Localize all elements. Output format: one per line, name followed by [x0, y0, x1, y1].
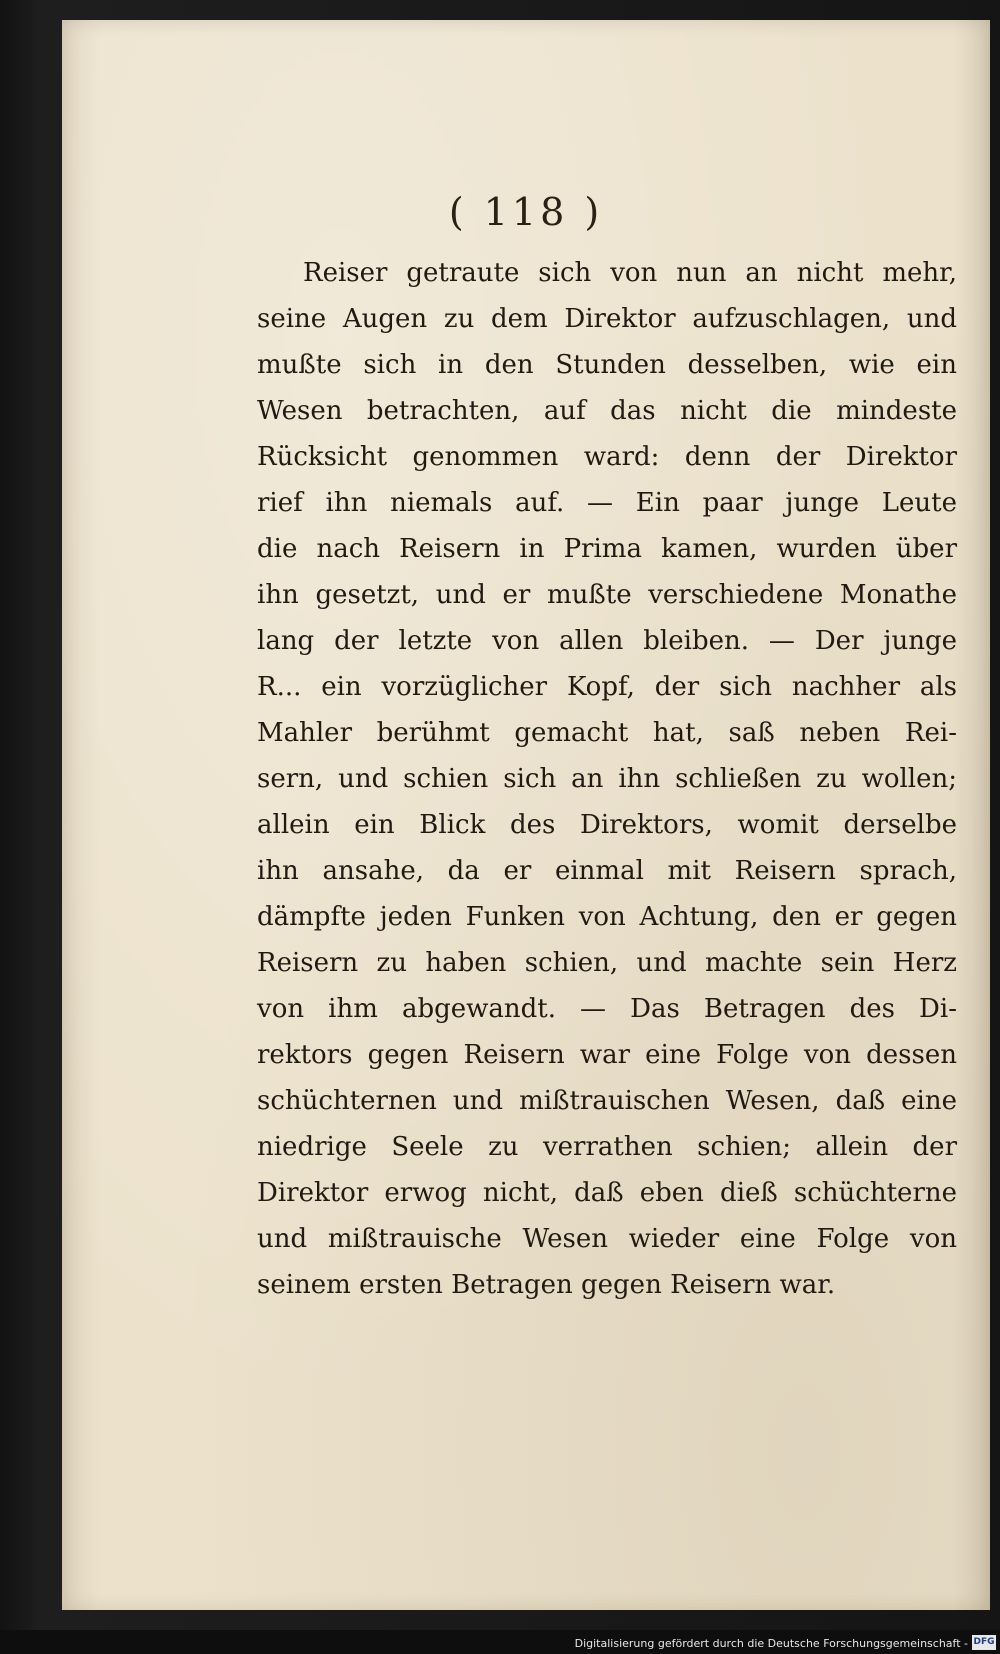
text-line: von ihm abgewandt. — Das Betragen des Di- [257, 994, 957, 1024]
text-line: die nach Reisern in Prima kamen, wurden über [257, 534, 957, 564]
body-text [257, 250, 957, 1308]
text-line: mußte sich in den Stunden desselben, wie ein [257, 350, 957, 380]
funding-credit: Digitalisierung gefördert durch die Deutsche Forschungsgemeinschaft - [574, 1637, 968, 1650]
page-number: ( 118 ) [448, 190, 604, 234]
text-line: allein ein Blick des Direktors, womit derselbe [257, 810, 957, 840]
text-line: dämpfte jeden Funken von Achtung, den er gegen [257, 902, 957, 932]
text-line: niedrige Seele zu verrathen schien; allein der [257, 1132, 957, 1162]
text-line: Direktor erwog nicht, daß eben dieß schüchterne [257, 1178, 957, 1208]
text-line: ihn gesetzt, und er mußte verschiedene Monathe [257, 580, 957, 610]
text-line: sern, und schien sich an ihn schließen zu wollen; [257, 764, 957, 794]
text-line: ihn ansahe, da er einmal mit Reisern sprach, [257, 856, 957, 886]
text-line: Rücksicht genommen ward: denn der Direktor [257, 442, 957, 472]
text-line: Reisern zu haben schien, und machte sein Herz [257, 948, 957, 978]
text-line: schüchternen und mißtrauischen Wesen, daß eine [257, 1086, 957, 1116]
text-line: Reiser getraute sich von nun an nicht mehr, [303, 258, 957, 288]
book-page [62, 20, 990, 1610]
text-line: rektors gegen Reisern war eine Folge von dessen [257, 1040, 957, 1070]
text-line: und mißtrauische Wesen wieder eine Folge von [257, 1224, 957, 1254]
dfg-logo-icon: DFG [972, 1635, 996, 1650]
text-line: lang der letzte von allen bleiben. — Der junge [257, 626, 957, 656]
footer-bar [0, 1630, 1000, 1654]
text-line: Wesen betrachten, auf das nicht die mindeste [257, 396, 957, 426]
text-line: seinem ersten Betragen gegen Reisern war. [257, 1270, 836, 1300]
text-line: seine Augen zu dem Direktor aufzuschlagen, und [257, 304, 957, 334]
text-line: Mahler berühmt gemacht hat, saß neben Rei- [257, 718, 957, 748]
text-line: R... ein vorzüglicher Kopf, der sich nachher als [257, 672, 957, 702]
text-line: rief ihn niemals auf. — Ein paar junge Leute [257, 488, 957, 518]
